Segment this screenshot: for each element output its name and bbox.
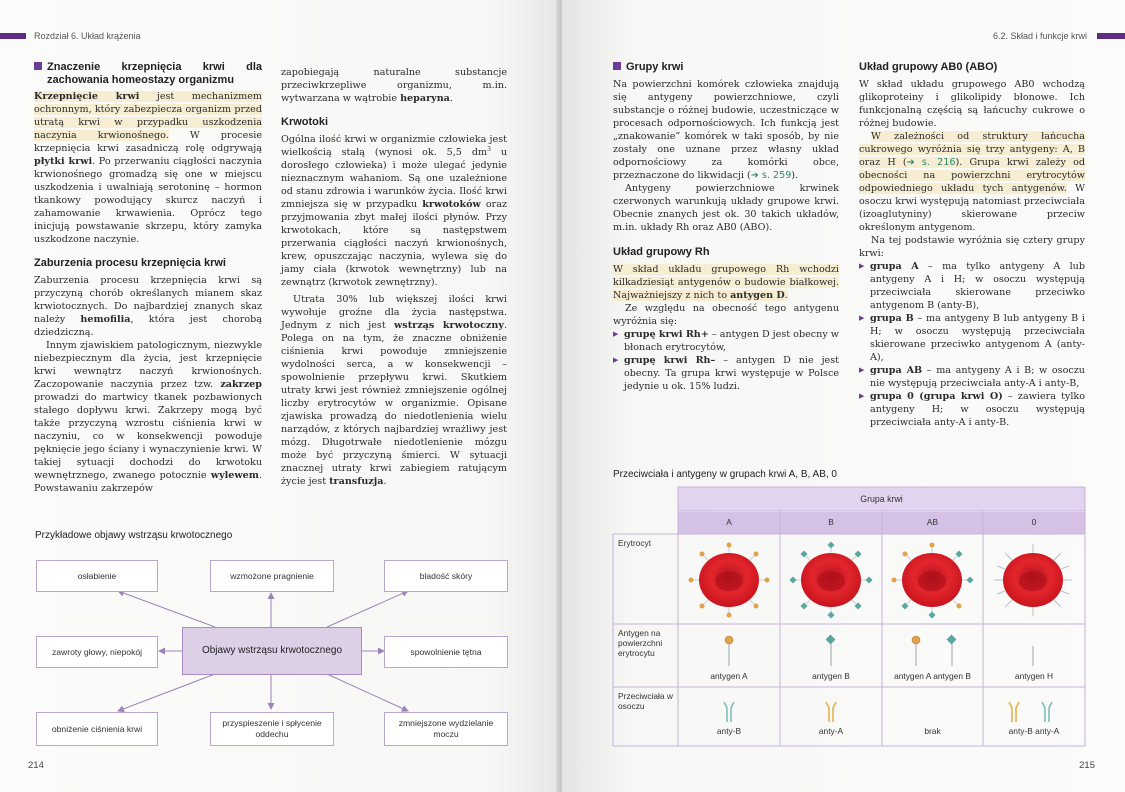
right-page	[562, 0, 1125, 792]
erythrocyte-b-icon	[789, 541, 872, 618]
list-item: ▶ grupa 0 (grupa krwi O) – zawiera tylko antygeny H; w osoczu występują przeciwciała anty-A i anty-B.	[859, 390, 1085, 429]
page-reference-link[interactable]: ➔ s. 216	[906, 157, 956, 168]
antigen-label: antygen B	[812, 671, 850, 681]
symptom-box-low-pressure: obniżenie ciśnienia krwi	[36, 712, 158, 746]
antibody-anty-b-icon	[724, 702, 734, 722]
antigen-row	[725, 635, 1033, 666]
list-item: ▶ grupa B – ma antygeny B lub antygeny B i H; w osoczu występują przeciwciała skierowane przeciwko antygenom A (anty-A),	[859, 312, 1085, 364]
antigen-ab-icon	[912, 635, 956, 666]
diagram-center-box: Objawy wstrząsu krwotocznego	[182, 627, 362, 675]
table-col-header-0: 0	[1031, 517, 1037, 527]
symptom-box-weakness: osłabienie	[36, 560, 158, 592]
antigen-label: antygen H	[1014, 671, 1054, 681]
antibody-anty-b-icon	[1042, 702, 1052, 722]
antibody-label: anty-B anty-A	[1008, 726, 1060, 736]
row-label-erythrocyte: Erytrocyt	[618, 538, 652, 548]
paragraph: Ze względu na obecność tego antygenu wyróżnia się:	[613, 303, 839, 327]
page-number: 215	[1079, 760, 1095, 771]
list-item: ▶ grupę krwi Rh+ – antygen D jest obecny w błonach erytrocytów,	[613, 328, 839, 354]
symptom-box-urine: zmniejszone wydzielanie moczu	[384, 712, 508, 746]
section-heading: Układ grupowy AB0 (ABO)	[859, 61, 998, 73]
paragraph: Innym zjawiskiem patologicznym, niezwykle niebezpiecznym dla życia, jest krzepnięcie krwi wewnątrz naczyń krwionośnych. Zaczopowanie naczynia przez tzw. zakrzep prowadzi do martwicy tkanek pozbawionych stałego dopływu krwi. Zakrzepy mogą być także przyczyną wzrostu ciśnienia krwi w naczyniu, co w konsekwencji powoduje pęknięcie jego ściany i wynaczynienie krwi. W takiej sytuacji dochodzi do krwotoku wewnętrznego, zwanego potocznie wylewem. Powstawaniu zakrzepów	[34, 340, 262, 494]
table-col-header-ab: AB	[926, 517, 939, 527]
symptom-box-dizziness: zawroty głowy, niepokój	[36, 636, 158, 668]
erythrocyte-row	[689, 541, 1073, 618]
paragraph: Ogólna ilość krwi w organizmie człowieka jest wielkością stałą (wynosi ok. 5,5 $dm^3$ u dorosłego człowieka) i może ulegać jedynie nieznacznym wahaniom. Są one uzależnione od stanu zdrowia i warunków życia. Ilość krwi zmniejsza się w przypadku krwotoków oraz przyjmowania zbyt małej ilości płynów. Przy krwotokach, które są następstwem przerwania ciągłości naczyń krwionośnych, krew, opuszczając naczynia, wylewa się do jamy ciała (krwotok wewnętrzny) lub na zewnątrz (krwotok zewnętrzny).	[281, 134, 508, 288]
paragraph: Na powierzchni komórek człowieka znajdują się antygeny powierzchniowe, czyli substancje o różnej budowie, uczestniczące w procesach odpornościowych. Ich funkcją jest „znakowanie” komórek w taki sposób, by nie zostały one uznane przez własny układ odpornościowy za komórki obce, przeznaczone do likwidacji (➔ s. 259).	[613, 79, 839, 181]
paragraph: W zależności od struktury łańcucha cukrowego wyróżnia się trzy antygeny: A, B oraz H (➔ s. 216). Grupa krwi zależy od obecności na powierzchni erytrocytów odpowiedniego układu tych antygenów. W osoczu krwi występują natomiast przeciwciała (izoaglutyniny) skierowane przeciw określonym antygenom.	[859, 131, 1086, 233]
antibody-label: anty-B	[716, 726, 742, 736]
page-reference-link[interactable]: ➔ s. 259	[750, 170, 792, 181]
row-label-antibody: Przeciwciała w osoczu	[618, 691, 673, 711]
paragraph: Zaburzenia procesu krzepnięcia krwi są przyczyną chorób określanych mianem skaz krwiotocznych. Do najbardziej znanych skaz należy hemofilia, która jest chorobą dziedziczną.	[34, 275, 263, 338]
antigen-a-icon	[725, 636, 733, 666]
list-item: ▶ grupa A – ma tylko antygeny A lub antygeny A i H; w osoczu występują przeciwciała skierowane przeciwko antygenom B (anty-B),	[859, 260, 1085, 312]
running-head: 6.2. Skład i funkcje krwi	[992, 31, 1087, 41]
paragraph: Krzepnięcie krwi jest mechanizmem ochronnym, który zabezpiecza organizm przed utratą krwi w przypadku uszkodzenia naczynia krwionośnego. W procesie krzepnięcia krwi zasadniczą rolę odgrywają płytki krwi. Po przerwaniu ciągłości naczynia krwionośnego gromadzą się one w miejscu uszkodzenia i uwalniają serotoninę – hormon tkankowy powodujący skurcz naczyń i zahamowanie krwawienia. Oprócz tego inicjują powstawanie skrzepu, który zamyka uszkodzone naczynie.	[34, 91, 262, 245]
diagram-title: Przykładowe objawy wstrząsu krwotocznego	[35, 530, 233, 541]
erythrocyte-a-icon	[689, 543, 770, 618]
symptom-box-thirst: wzmożone pragnienie	[210, 560, 334, 592]
antigen-label: antygen A antygen B	[894, 671, 971, 681]
section-heading: Znaczenie krzepnięcia krwi dla zachowania homeostazy organizmu	[34, 61, 262, 87]
antibody-row	[724, 702, 1052, 722]
antibody-anty-a-icon	[1009, 702, 1019, 722]
table-title: Przeciwciała i antygeny w grupach krwi A, B, AB, 0	[613, 469, 837, 480]
table-group-header: Grupa krwi	[860, 494, 903, 504]
section-heading: Grupy krwi	[613, 61, 839, 74]
paragraph: zapobiegają naturalne substancje przeciwkrzepliwe organizmu, m.in. wytwarzana w wątrobie heparyna.	[281, 67, 507, 104]
symptom-box-slow-pulse: spowolnienie tętna	[384, 636, 508, 668]
paragraph: Utrata 30% lub większej ilości krwi wywołuje groźne dla życia następstwa. Jednym z nich jest wstrząs krwotoczny. Polega on na tym, że znaczne obniżenie ciśnienia krwi powoduje zmniejszenie wydolności serca, a w konsekwencji – spowolnienie przepływu krwi. Skutkiem utraty krwi jest również zmniejszenie ogólnej liczby erytrocytów w organizmie. Opisane zjawiska prowadzą do niedotlenienia wielu narządów, z których najbardziej wrażliwy jest mózg. Długotrwałe niedotlenienie mózgu może być przyczyną śmierci. W sytuacji znacznej utraty krwi zabiegiem ratującym życie jest transfuzja.	[281, 294, 507, 487]
antibody-label: brak	[924, 726, 941, 736]
erythrocyte-0-icon	[994, 544, 1072, 616]
antibody-anty-a-icon	[826, 702, 836, 722]
page-number: 214	[28, 760, 44, 771]
paragraph: Na tej podstawie wyróżnia się cztery grupy krwi:	[859, 235, 1085, 259]
erythrocyte-ab-icon	[892, 543, 974, 619]
subheading: Zaburzenia procesu krzepnięcia krwi	[34, 257, 226, 269]
running-head: Rozdział 6. Układ krążenia	[34, 31, 141, 41]
paragraph: W skład układu grupowego AB0 wchodzą glikoproteiny i glikolipidy błonowe. Ich funkcjonalną częścią są łańcuchy cukrowe o różnej budowie.	[859, 79, 1085, 129]
paragraph: Antygeny powierzchniowe krwinek czerwonych warunkują układy grupowe krwi. Obecnie znanych jest ok. 30 takich układów, m.in. układy Rh oraz AB0 (ABO).	[613, 183, 839, 233]
row-label-antigen: Antygen na powierzchni erytrocytu	[618, 628, 663, 658]
antigen-label: antygen A	[710, 671, 748, 681]
left-page	[0, 0, 560, 792]
list-item: ▶ grupę krwi Rh– – antygen D nie jest obecny. Ta grupa krwi występuje w Polsce jedynie u ok. 15% ludzi.	[613, 354, 839, 393]
antigen-b-icon	[826, 635, 836, 666]
symptom-box-pale-skin: bladość skóry	[384, 560, 508, 592]
list-item: ▶ grupa AB – ma antygeny A i B; w osoczu nie występują przeciwciała anty-A i anty-B,	[859, 364, 1085, 390]
antibody-label: anty-A	[818, 726, 844, 736]
subheading: Układ grupowy Rh	[613, 246, 710, 258]
table-col-header-b: B	[828, 517, 834, 527]
symptom-box-breathing: przyspieszenie i spłycenie oddechu	[210, 712, 334, 746]
table-col-header-a: A	[726, 517, 732, 527]
paragraph: W skład układu grupowego Rh wchodzi kilkadziesiąt antygenów o budowie białkowej. Najważniejszy z nich to antygen D.	[613, 264, 839, 301]
subheading: Krwotoki	[281, 116, 329, 128]
